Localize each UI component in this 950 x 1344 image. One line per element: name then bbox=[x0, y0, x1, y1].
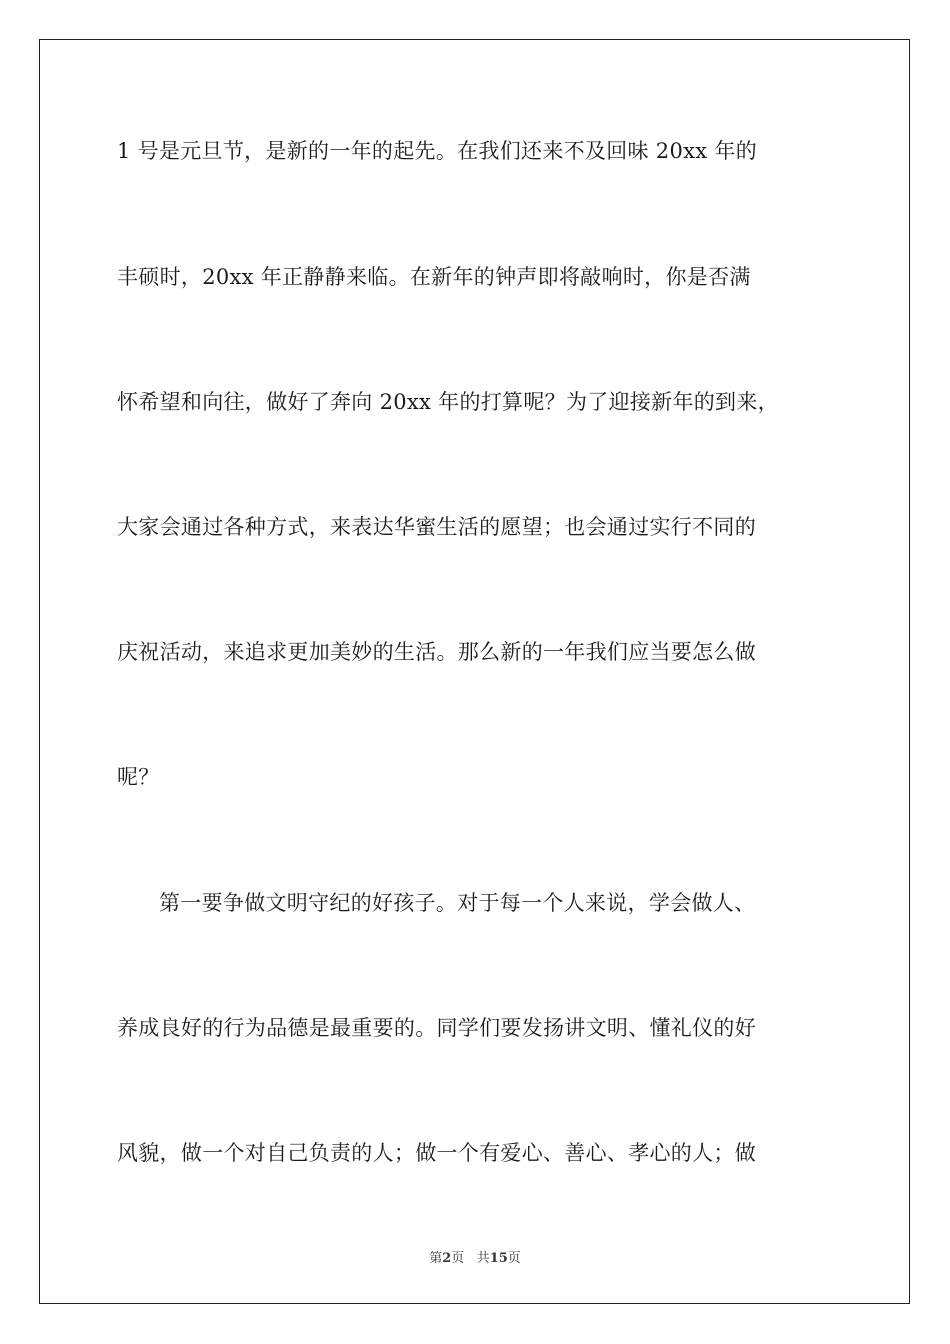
footer-prefix: 第 bbox=[429, 1251, 443, 1266]
text-line-6: 呢？ bbox=[117, 765, 160, 789]
footer-total-suffix: 页 bbox=[507, 1251, 521, 1266]
text-line-2: 丰硕时，20xx 年正静静来临。在新年的钟声即将敲响时，你是否满 bbox=[117, 265, 751, 289]
page-border bbox=[39, 39, 910, 1304]
text-line-5: 庆祝活动，来追求更加美妙的生活。那么新的一年我们应当要怎么做 bbox=[117, 640, 756, 664]
page-footer bbox=[0, 1247, 950, 1266]
text-line-9: 风貌，做一个对自己负责的人；做一个有爱心、善心、孝心的人；做 bbox=[117, 1141, 756, 1165]
footer-page-number: 2 bbox=[442, 1251, 452, 1266]
text-line-7: 第一要争做文明守纪的好孩子。对于每一个人来说，学会做人、 bbox=[159, 891, 756, 915]
footer-page-suffix: 页 bbox=[451, 1251, 465, 1266]
text-line-8: 养成良好的行为品德是最重要的。同学们要发扬讲文明、懂礼仪的好 bbox=[117, 1016, 756, 1040]
text-line-3: 怀希望和向往，做好了奔向 20xx 年的打算呢？为了迎接新年的到来， bbox=[117, 390, 779, 414]
footer-total-prefix: 共 bbox=[476, 1251, 490, 1266]
text-line-4: 大家会通过各种方式，来表达华蜜生活的愿望；也会通过实行不同的 bbox=[117, 515, 756, 539]
text-line-1: 1 号是元旦节，是新的一年的起先。在我们还来不及回味 20xx 年的 bbox=[117, 139, 757, 163]
footer-total-pages: 15 bbox=[489, 1251, 508, 1266]
